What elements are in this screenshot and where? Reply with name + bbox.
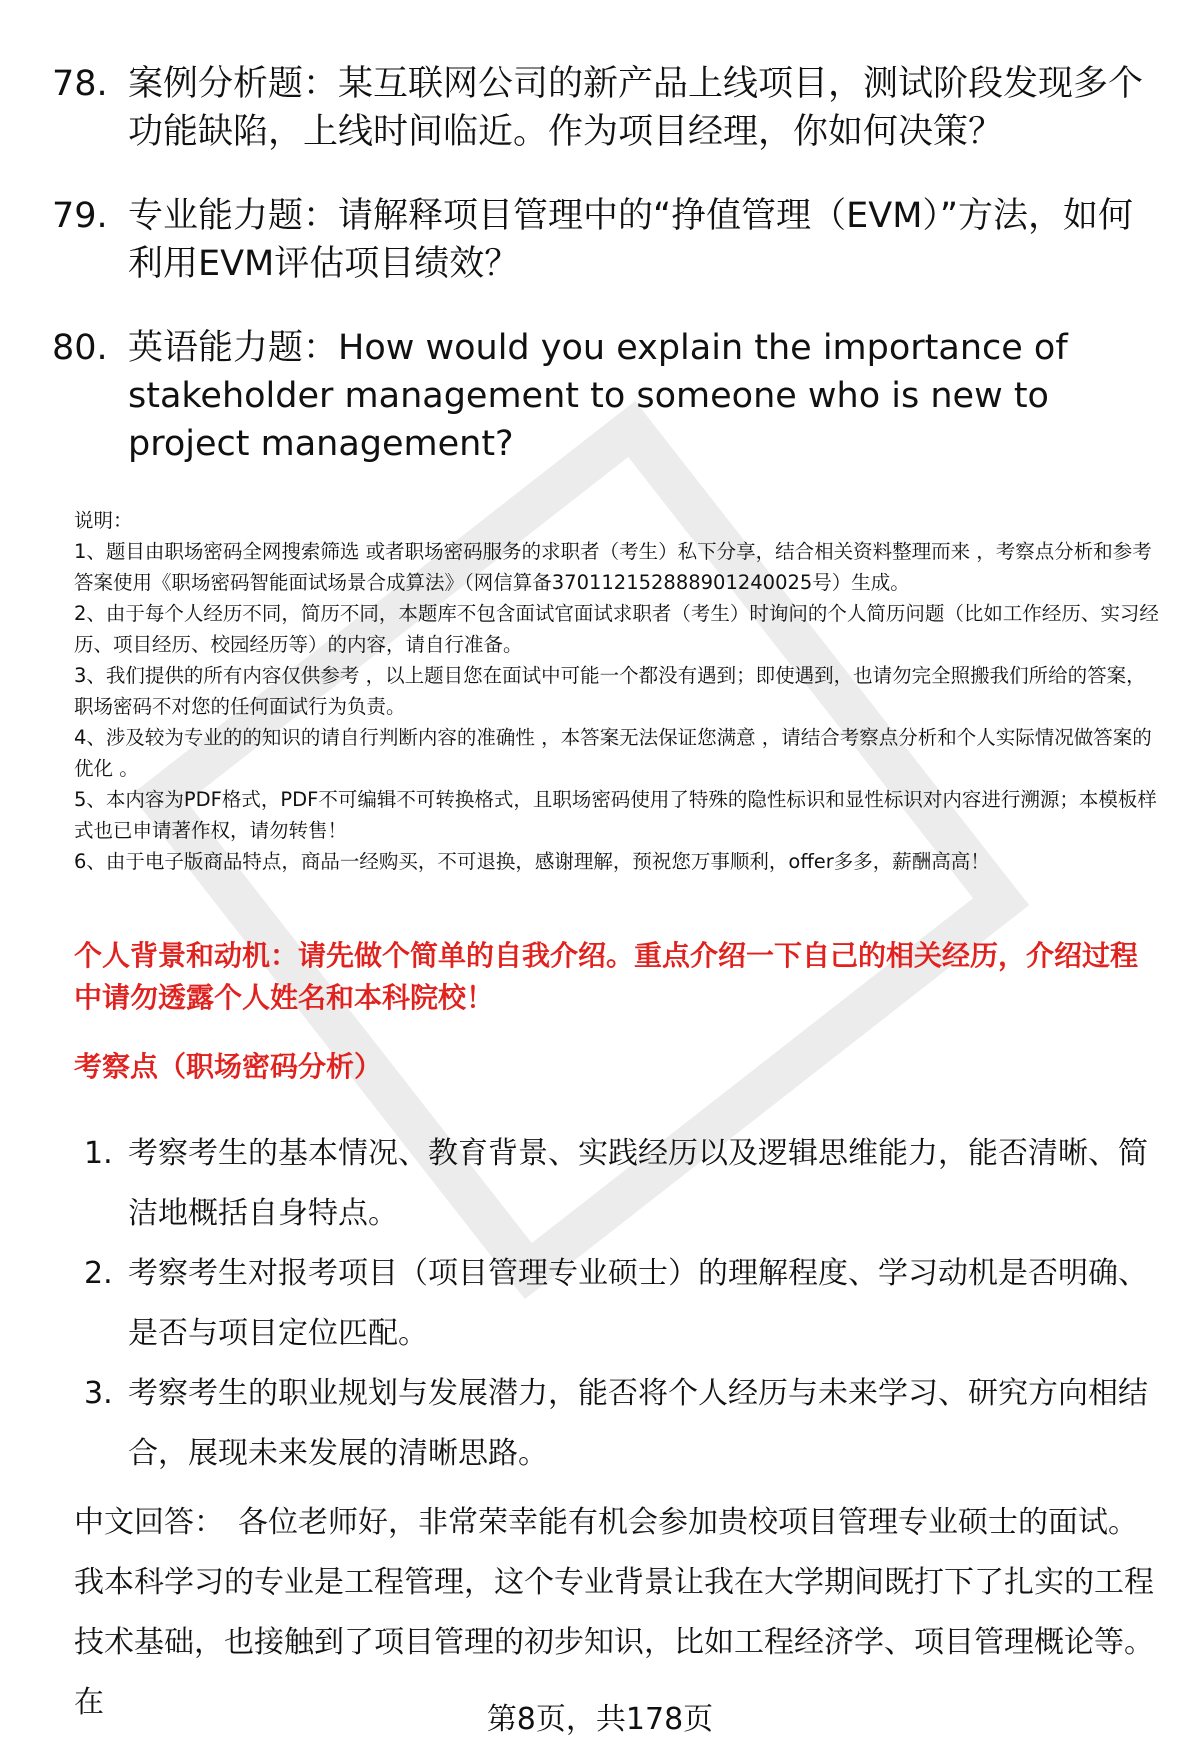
note-item: 1、题目由职场密码全网搜索筛选 或者职场密码服务的求职者（考生）私下分享，结合相关资料整理而来 ，考察点分析和参考答案使用《职场密码智能面试场景合成算法》（网信算备370112152888901240025号）生成。 [74,540,1152,594]
personal-background-question: 个人背景和动机：请先做个简单的自我介绍。重点介绍一下自己的相关经历，介绍过程中请勿透露个人姓名和本科院校！ [74,939,1139,1014]
question-text: 专业能力题：请解释项目管理中的“挣值管理（EVM）”方法，如何利用EVM评估项目绩效？ [128,196,1134,284]
notes-section [74,505,1164,877]
list-item-text: 考察考生的基本情况、教育背景、实践经历以及逻辑思维能力，能否清晰、简洁地概括自身特点。 [128,1136,1148,1231]
answer-label: 中文回答： [74,1505,224,1540]
list-item [84,1364,1164,1484]
exam-points-list [84,1124,1164,1484]
question-number: 80. [52,328,108,368]
question-80 [52,324,1162,468]
chinese-answer [74,1493,1164,1733]
note-item: 4、涉及较为专业的的知识的请自行判断内容的准确性 ，本答案无法保证您满意 ，请结合考察点分析和个人实际情况做答案的优化 。 [74,726,1152,780]
note-item: 2、由于每个人经历不同，简历不同，本题库不包含面试官面试求职者（考生）时询问的个人简历问题（比如工作经历、实习经历、项目经历、校园经历等）的内容，请自行准备。 [74,602,1159,656]
list-item [84,1124,1164,1244]
list-item-number: 2. [84,1256,113,1291]
answer-text: 各位老师好，非常荣幸能有机会参加贵校项目管理专业硕士的面试。我本科学习的专业是工程管理，这个专业背景让我在大学期间既打下了扎实的工程技术基础，也接触到了项目管理的初步知识，比如工程经济学、项目管理概论等。在 [74,1505,1154,1720]
list-item-number: 1. [84,1136,113,1171]
note-item: 5、本内容为PDF格式，PDF不可编辑不可转换格式，且职场密码使用了特殊的隐性标识和显性标识对内容进行溯源；本模板样式也已申请著作权，请勿转售！ [74,788,1157,842]
question-number: 79. [52,196,108,236]
list-item-text: 考察考生对报考项目（项目管理专业硕士）的理解程度、学习动机是否明确、是否与项目定位匹配。 [128,1256,1148,1351]
question-79 [52,192,1162,288]
list-item-number: 3. [84,1376,113,1411]
question-78 [52,60,1162,156]
note-item: 6、由于电子版商品特点，商品一经购买，不可退换，感谢理解，预祝您万事顺利，offer多多，薪酬高高！ [74,850,990,873]
page-footer: 第8页，共178页 [486,1702,714,1737]
question-number: 78. [52,64,108,104]
notes-title: 说明： [74,509,133,532]
question-text: 案例分析题：某互联网公司的新产品上线项目，测试阶段发现多个功能缺陷，上线时间临近。作为项目经理，你如何决策？ [128,64,1144,152]
exam-points-heading: 考察点（职场密码分析） [74,1050,383,1083]
list-item-text: 考察考生的职业规划与发展潜力，能否将个人经历与未来学习、研究方向相结合，展现未来发展的清晰思路。 [128,1376,1148,1471]
note-item: 3、我们提供的所有内容仅供参考 ，以上题目您在面试中可能一个都没有遇到；即使遇到，也请勿完全照搬我们所给的答案，职场密码不对您的任何面试行为负责。 [74,664,1146,718]
question-text: 英语能力题：How would you explain the importance of stakeholder management to someone who is new to project management? [128,328,1068,464]
list-item [84,1244,1164,1364]
